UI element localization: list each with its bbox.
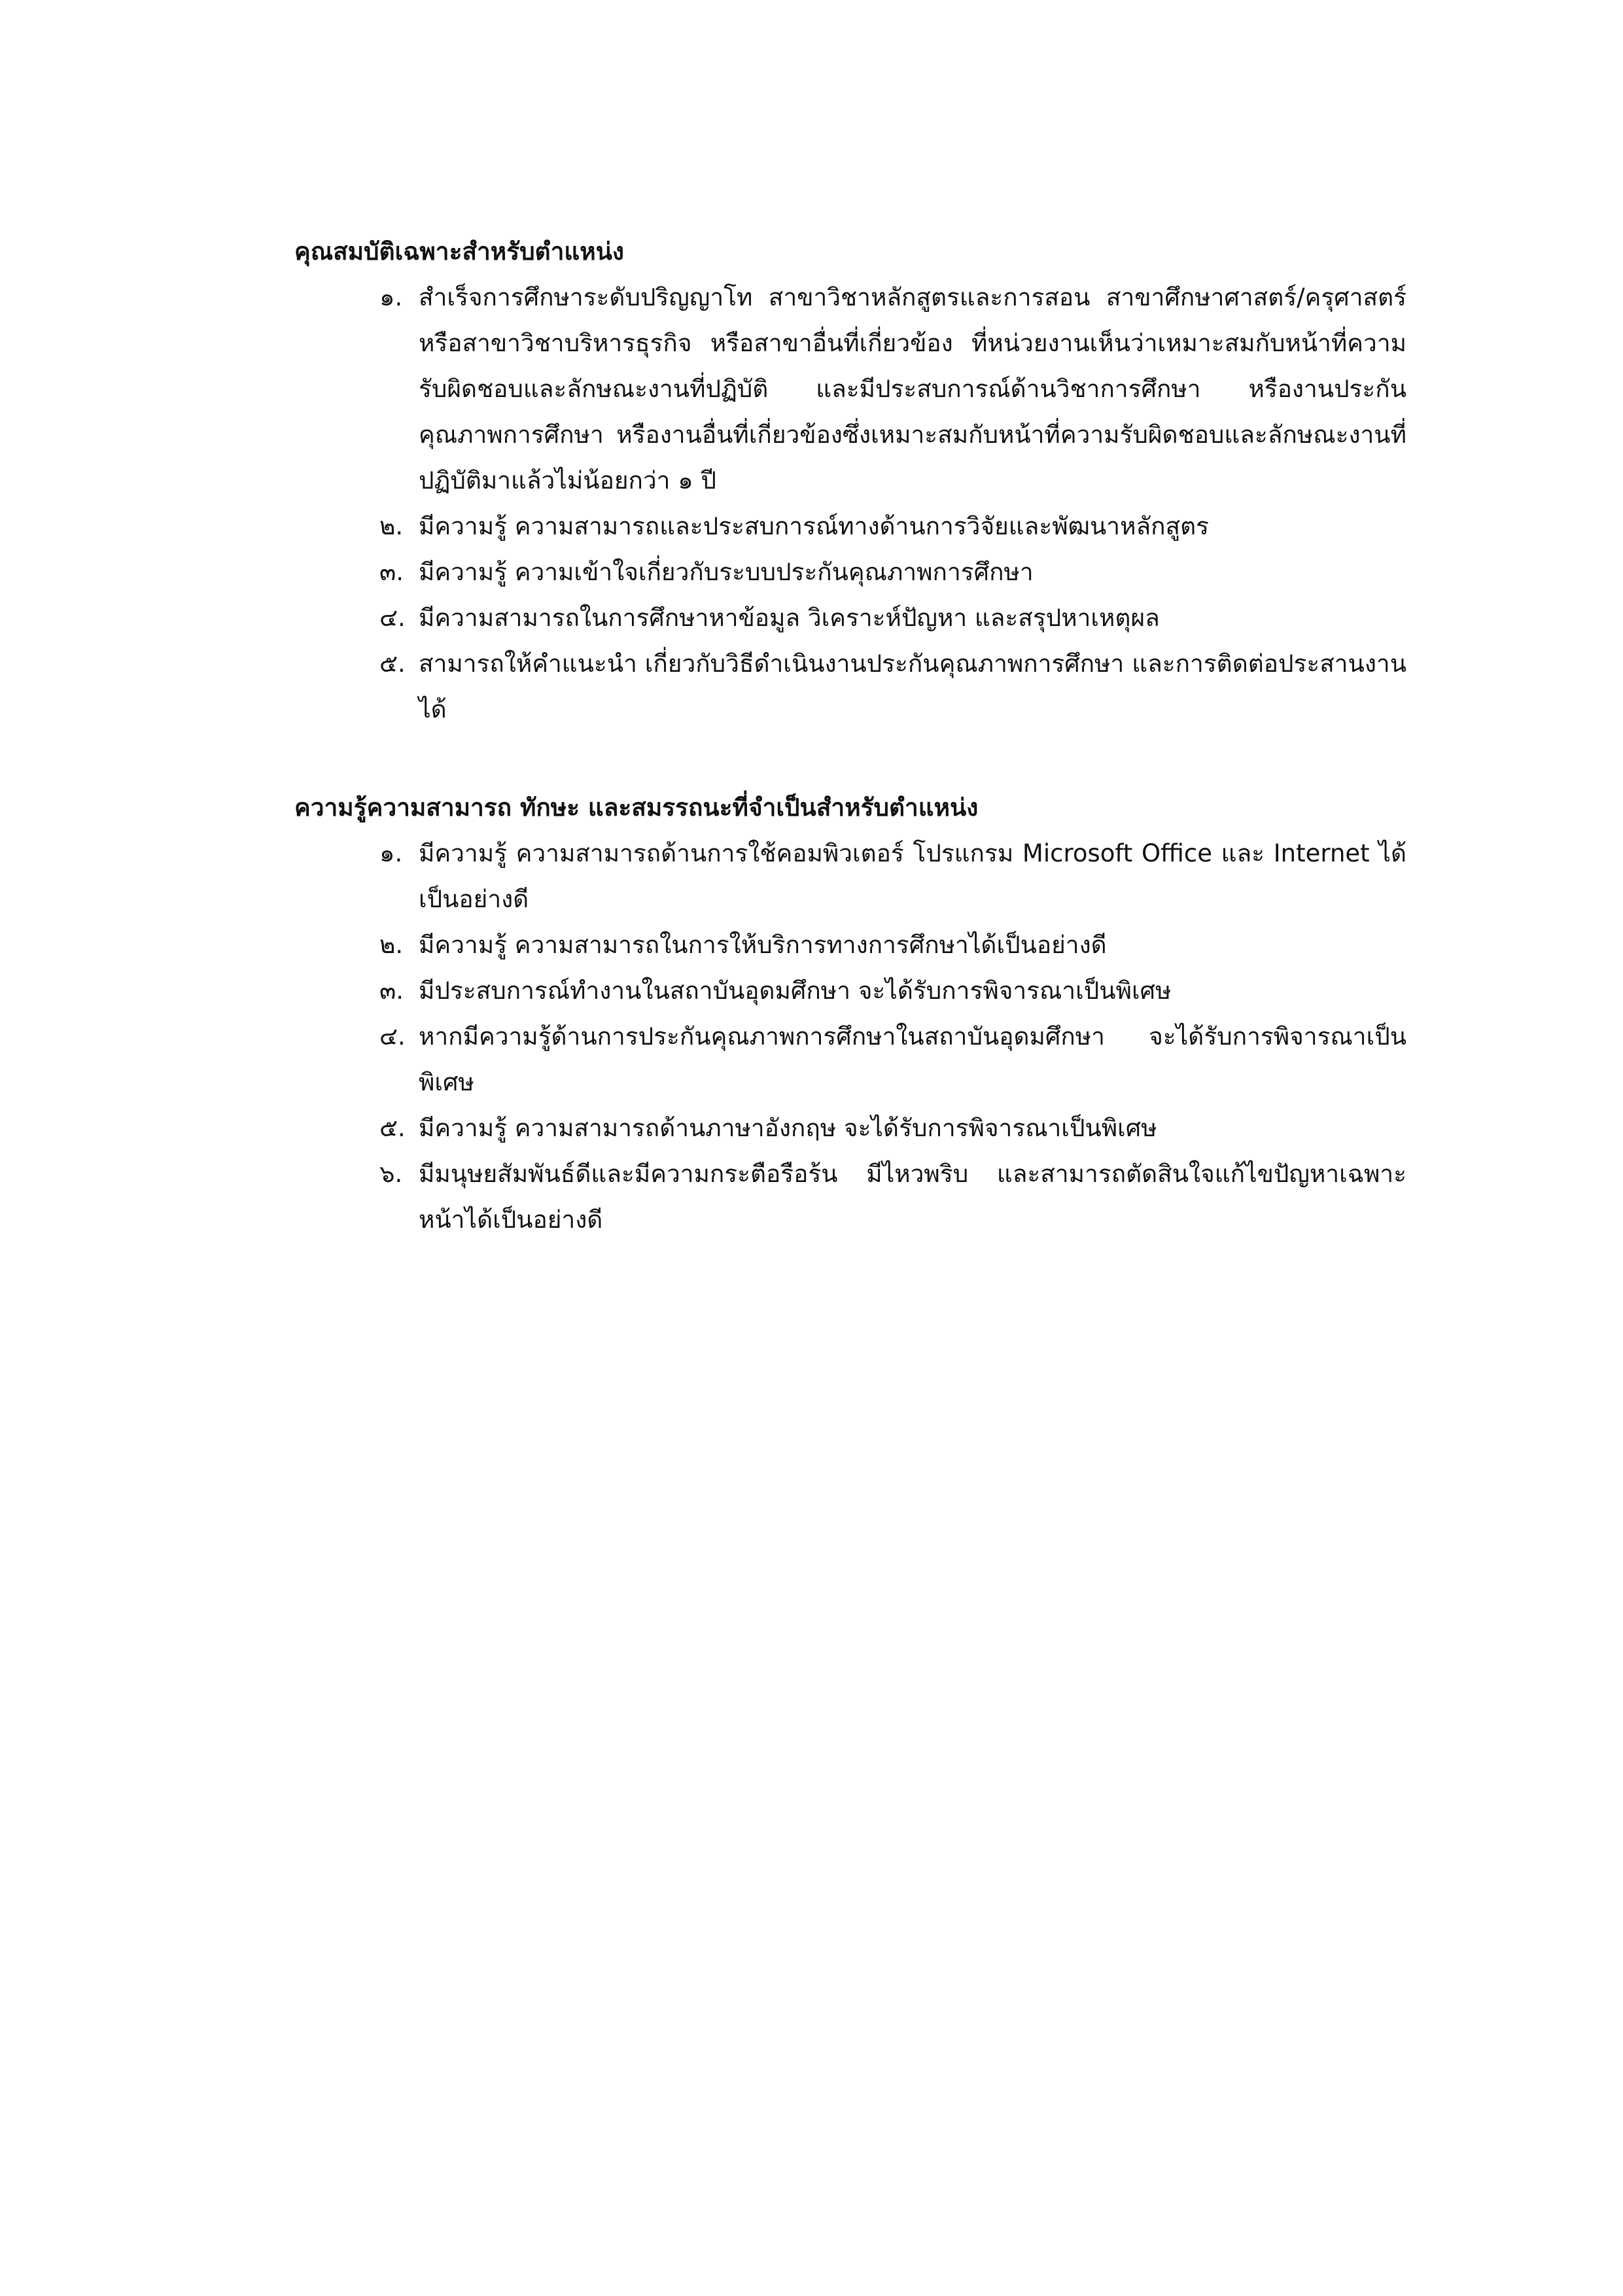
list-item [294, 831, 1406, 922]
item-text: มีความสามารถในการศึกษาหาข้อมูล วิเคราะห์ปัญหา และสรุปหาเหตุผล [419, 604, 1160, 632]
item-text: มีประสบการณ์ทำงานในสถาบันอุดมศึกษา จะได้รับการพิจารณาเป็นพิเศษ [419, 977, 1172, 1005]
item-number: ๒. [379, 931, 404, 959]
section-heading: ความรู้ความสามารถ ทักษะ และสมรรถนะที่จำเป็นสำหรับตำแหน่ง [294, 793, 979, 822]
item-number: ๖. [379, 1160, 403, 1188]
item-text: มีความรู้ ความเข้าใจเกี่ยวกับระบบประกันคุณภาพการศึกษา [419, 558, 1034, 586]
list-item [294, 968, 1406, 1014]
item-number: ๒. [379, 512, 404, 540]
item-text: สามารถให้คำแนะนำ เกี่ยวกับวิธีดำเนินงานประกันคุณภาพการศึกษา และการติดต่อประสานงานได้ [419, 650, 1406, 723]
section-specific-qualifications [294, 229, 1406, 733]
item-text: หากมีความรู้ด้านการประกันคุณภาพการศึกษาในสถาบันอุดมศึกษา จะได้รับการพิจารณาเป็นพิเศษ [419, 1022, 1406, 1096]
item-number: ๔. [379, 604, 406, 632]
item-number: ๔. [379, 1022, 406, 1051]
list-item [294, 549, 1406, 595]
list-item [294, 275, 1406, 504]
skills-list [294, 831, 1406, 1243]
item-text: สำเร็จการศึกษาระดับปริญญาโท สาขาวิชาหลักสูตรและการสอน สาขาศึกษาศาสตร์/ครุศาสตร์ หรือสาขาวิชาบริหารธุรกิจ หรือสาขาอื่นที่เกี่ยวข้อง ที่หน่วยงานเห็นว่าเหมาะสมกับหน้าที่ความรับผิดชอบและลักษณะงานที่ปฏิบัติ และมีประสบการณ์ด้านวิชาการศึกษา หรืองานประกันคุณภาพการศึกษา หรืองานอื่นที่เกี่ยวข้องซึ่งเหมาะสมกับหน้าที่ความรับผิดชอบและลักษณะงานที่ปฏิบัติมาแล้วไม่น้อยกว่า ๑ ปี [419, 283, 1406, 495]
list-item [294, 1014, 1406, 1105]
item-text: มีความรู้ ความสามารถด้านการใช้คอมพิวเตอร์ โปรแกรม Microsoft Office และ Internet ได้เป็นอย่างดี [419, 839, 1406, 913]
item-number: ๑. [379, 283, 403, 311]
item-number: ๑. [379, 839, 403, 867]
item-number: ๕. [379, 650, 406, 678]
list-item [294, 1105, 1406, 1151]
section-required-skills [294, 785, 1406, 1243]
list-item [294, 595, 1406, 641]
list-item [294, 1151, 1406, 1243]
item-number: ๓. [379, 558, 404, 586]
section-heading: คุณสมบัติเฉพาะสำหรับตำแหน่ง [294, 237, 624, 266]
item-number: ๕. [379, 1114, 406, 1142]
item-text: มีความรู้ ความสามารถด้านภาษาอังกฤษ จะได้รับการพิจารณาเป็นพิเศษ [419, 1114, 1157, 1142]
list-item [294, 504, 1406, 549]
qualifications-list [294, 275, 1406, 733]
item-text: มีความรู้ ความสามารถและประสบการณ์ทางด้านการวิจัยและพัฒนาหลักสูตร [419, 512, 1210, 540]
item-number: ๓. [379, 977, 404, 1005]
list-item [294, 922, 1406, 968]
list-item [294, 641, 1406, 733]
item-text: มีมนุษยสัมพันธ์ดีและมีความกระตือรือร้น มีไหวพริบ และสามารถตัดสินใจแก้ไขปัญหาเฉพาะหน้าได้เป็นอย่างดี [419, 1160, 1406, 1234]
item-text: มีความรู้ ความสามารถในการให้บริการทางการศึกษาได้เป็นอย่างดี [419, 931, 1107, 959]
